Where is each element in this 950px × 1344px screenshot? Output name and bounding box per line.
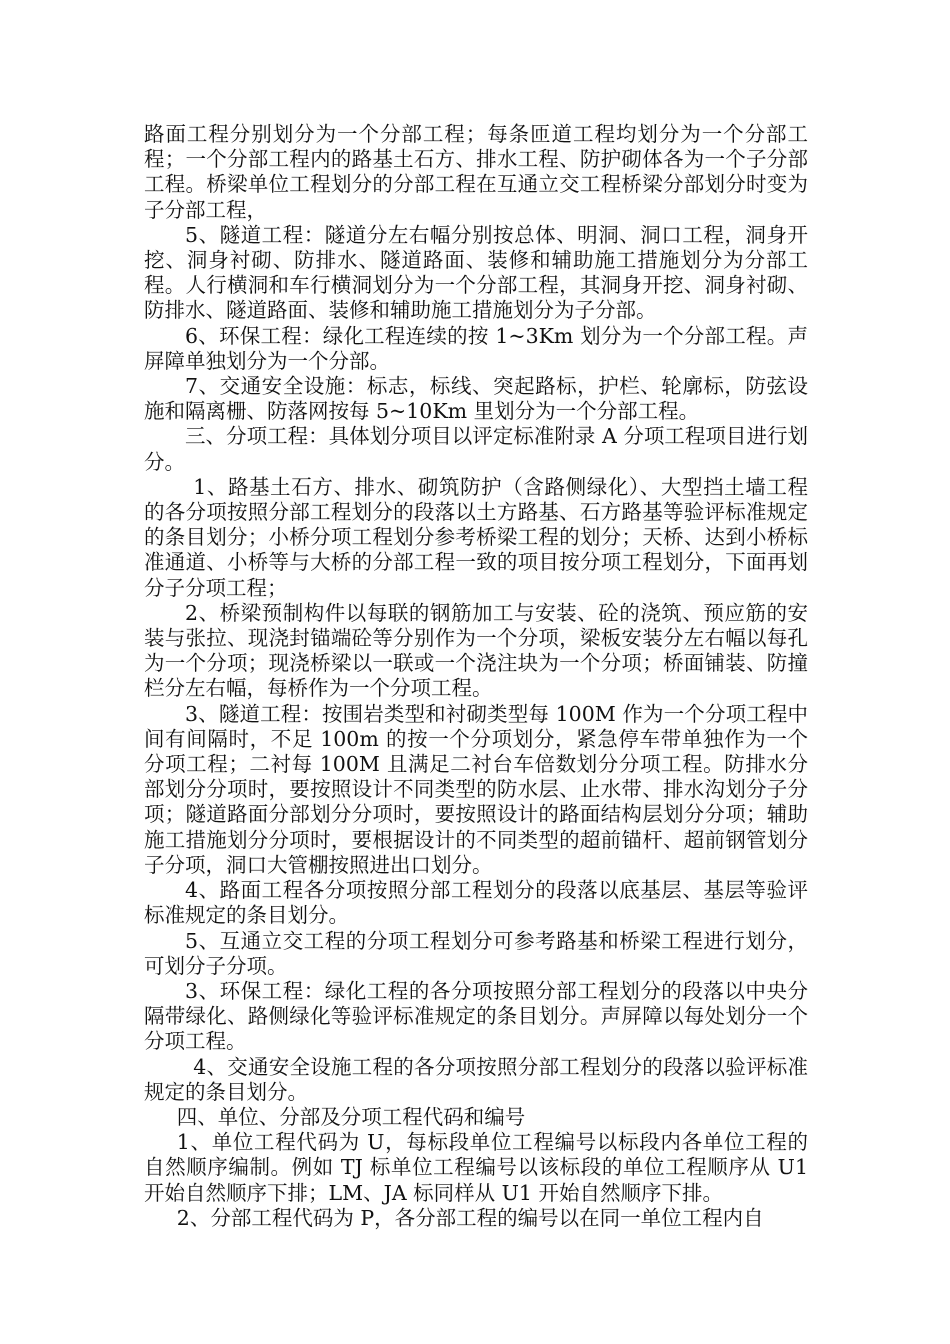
section-heading-codes: 四、单位、分部及分项工程代码和编号	[176, 1104, 526, 1129]
paragraph-pavement-items: 4、路面工程各分项按照分部工程划分的段落以底基层、基层等验评标准规定的条目划分。	[144, 878, 808, 928]
paragraph-tunnel-works: 5、隧道工程：隧道分左右幅分别按总体、明洞、洞口工程，洞身开挖、洞身衬砌、防排水、隧道路面、装修和辅助施工措施划分为分部工程。人行横洞和车行横洞划分为一个分部工程，其洞身开挖、洞身衬砌、防排水、隧道路面、装修和辅助施工措施划分为子分部。	[144, 222, 808, 323]
paragraph-traffic-safety: 7、交通安全设施：标志，标线、突起路标，护栏、轮廓标，防弦设施和隔离栅、防落网按每 5~10Km 里划分为一个分部工程。	[144, 374, 808, 424]
paragraph-road-pavement-division: 路面工程分别划分为一个分部工程；每条匝道工程均划分为一个分部工程；一个分部工程内的路基土石方、排水工程、防护砌体各为一个子分部工程。桥梁单位工程划分的分部工程在互通立交工程桥梁分部划分时变为子分部工程，	[144, 122, 808, 222]
paragraph-division-code: 2、分部工程代码为 P，各分部工程的编号以在同一单位工程内自	[176, 1205, 764, 1230]
paragraph-unit-code: 1、单位工程代码为 U，每标段单位工程编号以标段内各单位工程的自然顺序编制。例如 TJ 标单位工程编号以该标段的单位工程顺序从 U1 开始自然顺序下排；LM、JA 标同样从 U1 开始自然顺序下排。	[144, 1130, 808, 1205]
paragraph-environmental-works: 6、环保工程：绿化工程连续的按 1~3Km 划分为一个分部工程。声屏障单独划分为一个分部。	[144, 323, 808, 373]
paragraph-environmental-items: 3、环保工程：绿化工程的各分项按照分部工程划分的段落以中央分隔带绿化、路侧绿化等验评标准规定的条目划分。声屏障以每处划分一个分项工程。	[144, 978, 808, 1054]
paragraph-interchange-items: 5、互通立交工程的分项工程划分可参考路基和桥梁工程进行划分，可划分子分项。	[144, 928, 808, 978]
section-heading-sub-items: 三、分项工程：具体划分项目以评定标准附录 A 分项工程项目进行划分。	[144, 424, 808, 474]
paragraph-tunnel-items: 3、隧道工程：按围岩类型和衬砌类型每 100M 作为一个分项工程中间有间隔时，不足 100m 的按一个分项划分，紧急停车带单独作为一个分项工程；二衬每 100M 且满足二衬台车倍数划分分项工程。防排水分部划分分项时，要按照设计不同类型的防水层、止水带、排水沟划分子分项；隧道路面分部划分分项时，要按照设计的路面结构层划分分项；辅助施工措施划分分项时，要根据设计的不同类型的超前锚杆、超前钢管划分子分项，洞口大管棚按照进出口划分。	[144, 701, 808, 877]
paragraph-traffic-safety-items: 4、交通安全设施工程的各分项按照分部工程划分的段落以验评标准规定的条目划分。	[144, 1054, 808, 1104]
body-text	[144, 122, 808, 1231]
paragraph-bridge-prefab: 2、桥梁预制构件以每联的钢筋加工与安装、砼的浇筑、预应筋的安装与张拉、现浇封锚端砼等分别作为一个分项，梁板安装分左右幅以每孔为一个分项；现浇桥梁以一联或一个浇注块为一个分项；桥面铺装、防撞栏分左右幅，每桥作为一个分项工程。	[144, 600, 808, 701]
paragraph-subgrade-items: 1、路基土石方、排水、砌筑防护（含路侧绿化）、大型挡土墙工程的各分项按照分部工程划分的段落以土方路基、石方路基等验评标准规定的条目划分；小桥分项工程划分参考桥梁工程的划分；天桥、达到小桥标准通道、小桥等与大桥的分部工程一致的项目按分项工程划分，下面再划分子分项工程；	[144, 474, 808, 600]
